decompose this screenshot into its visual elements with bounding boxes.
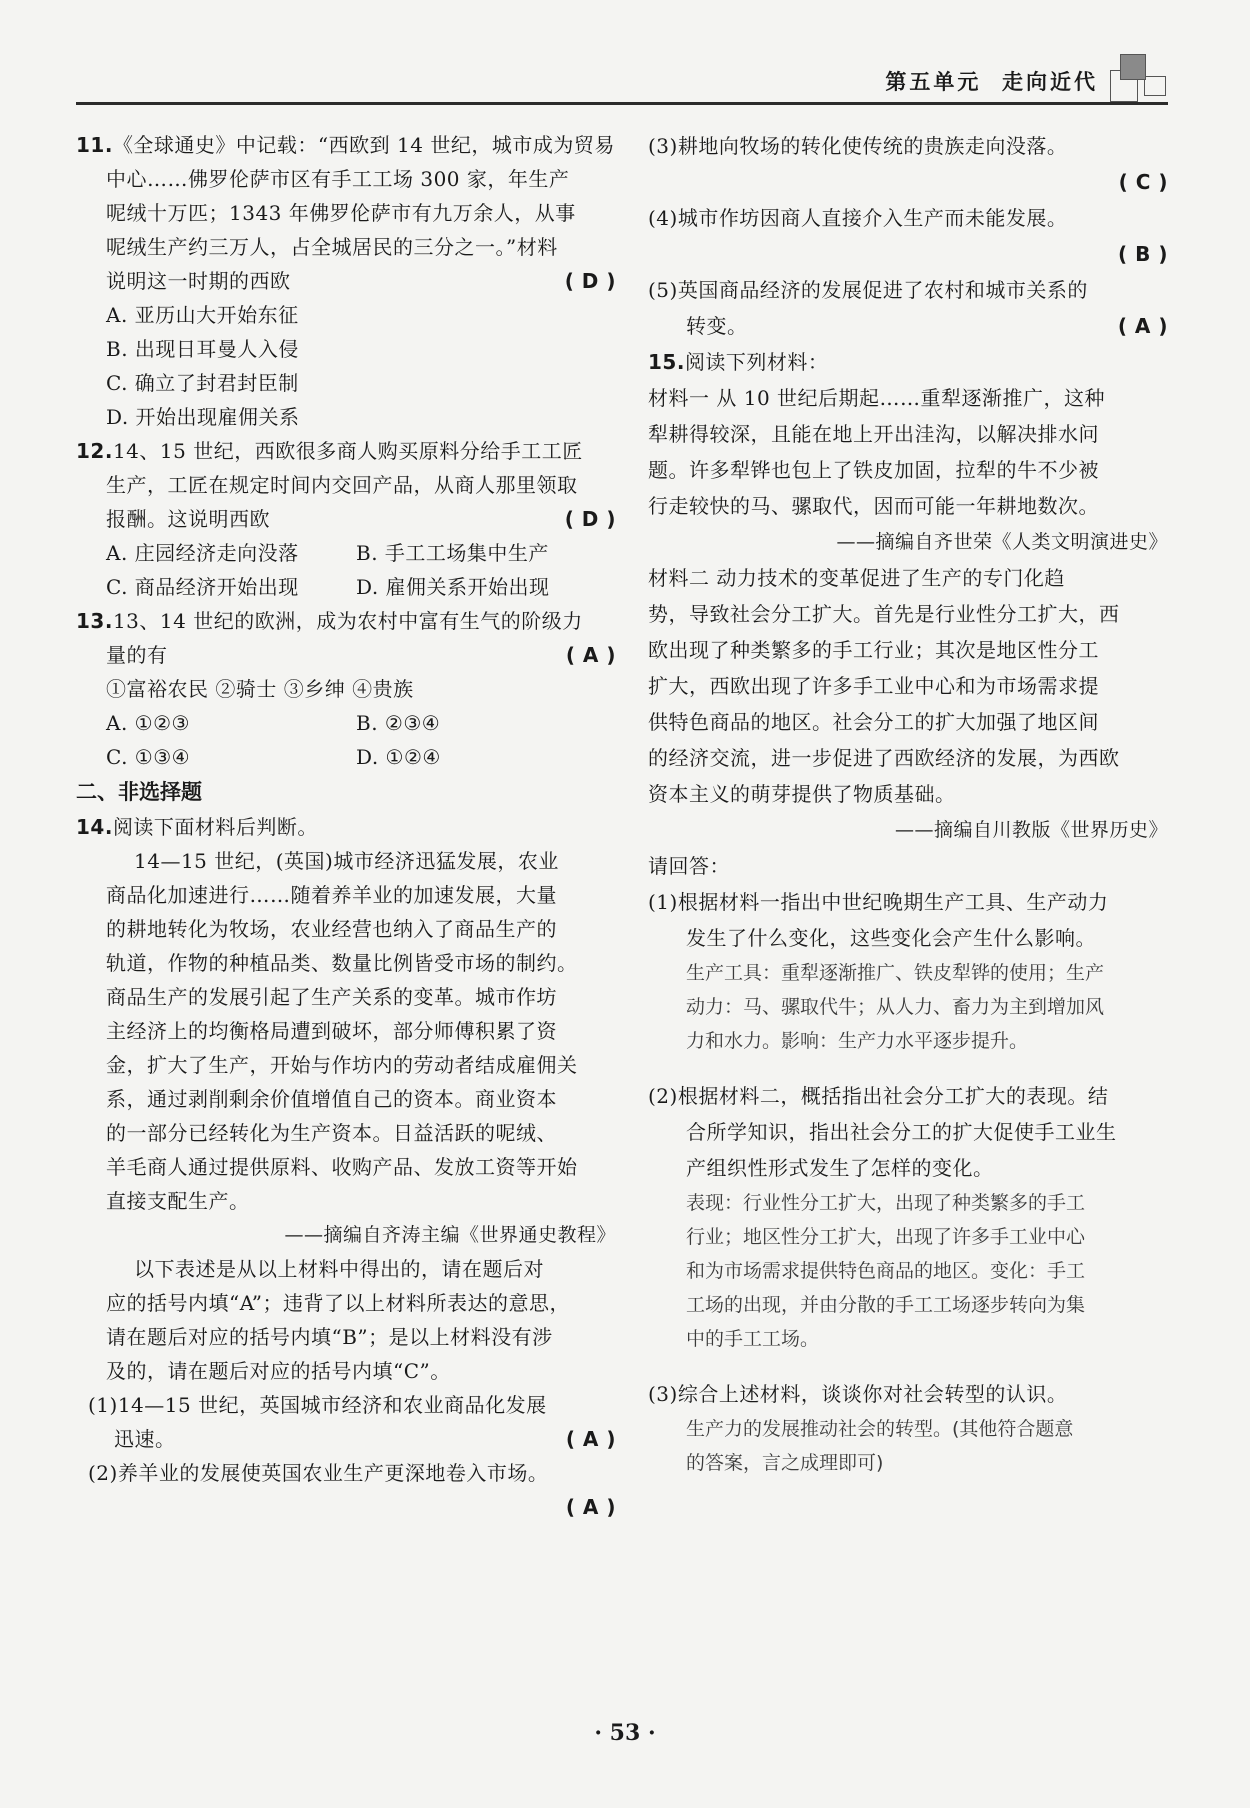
passage-source: ——摘编自齐涛主编《世界通史教程》 (284, 1224, 616, 1246)
sub-question: (2)根据材料二，概括指出社会分工扩大的表现。结 (648, 1084, 1109, 1108)
question-text: 阅读下面材料后判断。 (112, 815, 318, 839)
material-line: 犁耕得较深，且能在地上开出洼沟，以解决排水问 (648, 422, 1099, 446)
written-answer: 生产力的发展推动社会的转型。(其他符合题意 (686, 1418, 1074, 1440)
material-line: 欧出现了种类繁多的手工行业；其次是地区性分工 (648, 638, 1099, 662)
question-text: 生产，工匠在规定时间内交回产品，从商人那里领取 (106, 473, 578, 497)
written-answer: 中的手工工场。 (686, 1328, 820, 1350)
passage-line: 商品化加速进行……随着养羊业的加速发展，大量 (106, 883, 557, 907)
statement: 转变。 (686, 314, 748, 338)
material-line: 扩大，西欧出现了许多手工业中心和为市场需求提 (648, 674, 1099, 698)
passage-line: 的一部分已经转化为生产资本。日益活跃的呢绒、 (106, 1121, 557, 1145)
instruction-line: 以下表述是从以上材料中得出的，请在题后对 (134, 1257, 544, 1281)
option: C. 商品经济开始出现 (106, 575, 299, 599)
material-source: ——摘编自齐世荣《人类文明演进史》 (836, 531, 1168, 553)
question-text: 报酬。这说明西欧 (106, 507, 270, 531)
written-answer: 力和水力。影响：生产力水平逐步提升。 (686, 1030, 1029, 1052)
answer-bracket: ( A ) (565, 1495, 616, 1519)
option: A. 亚历山大开始东征 (106, 303, 299, 327)
written-answer: 的答案，言之成理即可) (686, 1452, 884, 1474)
passage-line: 羊毛商人通过提供原料、收购产品、发放工资等开始 (106, 1155, 578, 1179)
statement: (3)耕地向牧场的转化使传统的贵族走向没落。 (648, 134, 1068, 158)
option: D. ①②④ (356, 745, 441, 769)
passage-line: 的耕地转化为牧场，农业经营也纳入了商品生产的 (106, 917, 557, 941)
question-text: 《全球通史》中记载：“西欧到 14 世纪，城市成为贸易 (112, 133, 615, 157)
answer-bracket: ( D ) (564, 269, 616, 293)
material-line: 资本主义的萌芽提供了物质基础。 (648, 782, 956, 806)
passage-line: 金，扩大了生产，开始与作坊内的劳动者结成雇佣关 (106, 1053, 578, 1077)
question-14 (76, 810, 616, 1524)
material-line: 题。许多犁铧也包上了铁皮加固，拉犁的牛不少被 (648, 458, 1099, 482)
question-number: 11. (76, 133, 113, 157)
question-11 (76, 128, 616, 434)
question-number: 14. (76, 815, 113, 839)
answer-bracket: ( C ) (1118, 170, 1168, 194)
written-answer: 表现：行业性分工扩大，出现了种类繁多的手工 (686, 1192, 1086, 1214)
question-text: 量的有 (106, 643, 168, 667)
question-text: 说明这一时期的西欧 (106, 269, 291, 293)
corner-decoration (1144, 76, 1166, 96)
option: C. 确立了封君封臣制 (106, 371, 299, 395)
section-heading: 二、非选择题 (76, 780, 202, 804)
written-answer: 动力：马、骡取代牛；从人力、畜力为主到增加风 (686, 996, 1105, 1018)
ask-prompt: 请回答： (648, 854, 730, 878)
answer-bracket: ( D ) (564, 507, 616, 531)
passage-line: 商品生产的发展引起了生产关系的变革。城市作坊 (106, 985, 557, 1009)
question-text: 阅读下列材料： (684, 350, 829, 374)
answer-bracket: ( A ) (1117, 314, 1168, 338)
passage-line: 主经济上的均衡格局遭到破坏，部分师傅积累了资 (106, 1019, 557, 1043)
question-12 (76, 434, 616, 604)
answer-bracket: ( B ) (1118, 242, 1168, 266)
sub-question: (3)综合上述材料，谈谈你对社会转型的认识。 (648, 1382, 1068, 1406)
sub-question: 合所学知识，指出社会分工的扩大促使手工业生 (686, 1120, 1117, 1144)
left-column (76, 128, 616, 1524)
material-line: 的经济交流，进一步促进了西欧经济的发展，为西欧 (648, 746, 1120, 770)
question-text: 呢绒生产约三万人，占全城居民的三分之一。”材料 (106, 235, 558, 259)
option: B. 出现日耳曼人入侵 (106, 337, 299, 361)
statement: (1)14—15 世纪，英国城市经济和农业商品化发展 (88, 1393, 547, 1417)
question-13 (76, 604, 616, 774)
header-rule (76, 102, 1168, 105)
sub-question: 产组织性形式发生了怎样的变化。 (686, 1156, 994, 1180)
statement: (5)英国商品经济的发展促进了农村和城市关系的 (648, 278, 1088, 302)
right-column (648, 128, 1168, 1480)
instruction-line: 请在题后对应的括号内填“B”；是以上材料没有涉 (106, 1325, 553, 1349)
written-answer: 生产工具：重犁逐渐推广、铁皮犁铧的使用；生产 (686, 962, 1105, 984)
sub-question: (1)根据材料一指出中世纪晚期生产工具、生产动力 (648, 890, 1109, 914)
written-answer: 和为市场需求提供特色商品的地区。变化：手工 (686, 1260, 1086, 1282)
corner-decoration (1120, 54, 1146, 80)
question-text: 14、15 世纪，西欧很多商人购买原料分给手工工匠 (112, 439, 583, 463)
statement: (2)养羊业的发展使英国农业生产更深地卷入市场。 (88, 1461, 549, 1485)
answer-bracket: ( A ) (565, 1427, 616, 1451)
instruction-line: 应的括号内填“A”；违背了以上材料所表达的意思， (106, 1291, 570, 1315)
written-answer: 工场的出现，并由分散的手工工场逐步转向为集 (686, 1294, 1086, 1316)
answer-bracket: ( A ) (565, 643, 616, 667)
option: A. ①②③ (106, 711, 190, 735)
page-number: · 53 · (594, 1720, 656, 1746)
option: B. 手工工场集中生产 (356, 541, 549, 565)
material-line: 材料一 从 10 世纪后期起……重犁逐渐推广，这种 (648, 386, 1106, 410)
question-text: 13、14 世纪的欧洲，成为农村中富有生气的阶级力 (112, 609, 583, 633)
passage-line: 系，通过剥削剩余价值增值自己的资本。商业资本 (106, 1087, 557, 1111)
instruction-line: 及的，请在题后对应的括号内填“C”。 (106, 1359, 451, 1383)
passage-line: 14—15 世纪，(英国)城市经济迅猛发展，农业 (134, 849, 559, 873)
page-header (76, 40, 1168, 104)
question-text: 中心……佛罗伦萨市区有手工工场 300 家，年生产 (106, 167, 570, 191)
statement: (4)城市作坊因商人直接介入生产而未能发展。 (648, 206, 1068, 230)
option: D. 雇佣关系开始出现 (356, 575, 550, 599)
option: A. 庄园经济走向没落 (106, 541, 299, 565)
question-number: 12. (76, 439, 113, 463)
statement: 迅速。 (114, 1427, 176, 1451)
question-text: 呢绒十万匹；1343 年佛罗伦萨市有九万余人，从事 (106, 201, 576, 225)
unit-title: 第五单元 走向近代 (885, 70, 1098, 94)
passage-line: 直接支配生产。 (106, 1189, 250, 1213)
material-source: ——摘编自川教版《世界历史》 (894, 819, 1168, 841)
question-number: 13. (76, 609, 113, 633)
material-line: 供特色商品的地区。社会分工的扩大加强了地区间 (648, 710, 1099, 734)
choice-list: ①富裕农民 ②骑士 ③乡绅 ④贵族 (106, 677, 414, 701)
question-15 (648, 344, 1168, 1480)
option: D. 开始出现雇佣关系 (106, 405, 300, 429)
material-line: 材料二 动力技术的变革促进了生产的专门化趋 (648, 566, 1065, 590)
material-line: 势，导致社会分工扩大。首先是行业性分工扩大，西 (648, 602, 1120, 626)
question-number: 15. (648, 350, 685, 374)
sub-question: 发生了什么变化，这些变化会产生什么影响。 (686, 926, 1096, 950)
passage-line: 轨道，作物的种植品类、数量比例皆受市场的制约。 (106, 951, 578, 975)
option: B. ②③④ (356, 711, 441, 735)
written-answer: 行业；地区性分工扩大，出现了许多手工业中心 (686, 1226, 1086, 1248)
material-line: 行走较快的马、骡取代，因而可能一年耕地数次。 (648, 494, 1099, 518)
option: C. ①③④ (106, 745, 191, 769)
